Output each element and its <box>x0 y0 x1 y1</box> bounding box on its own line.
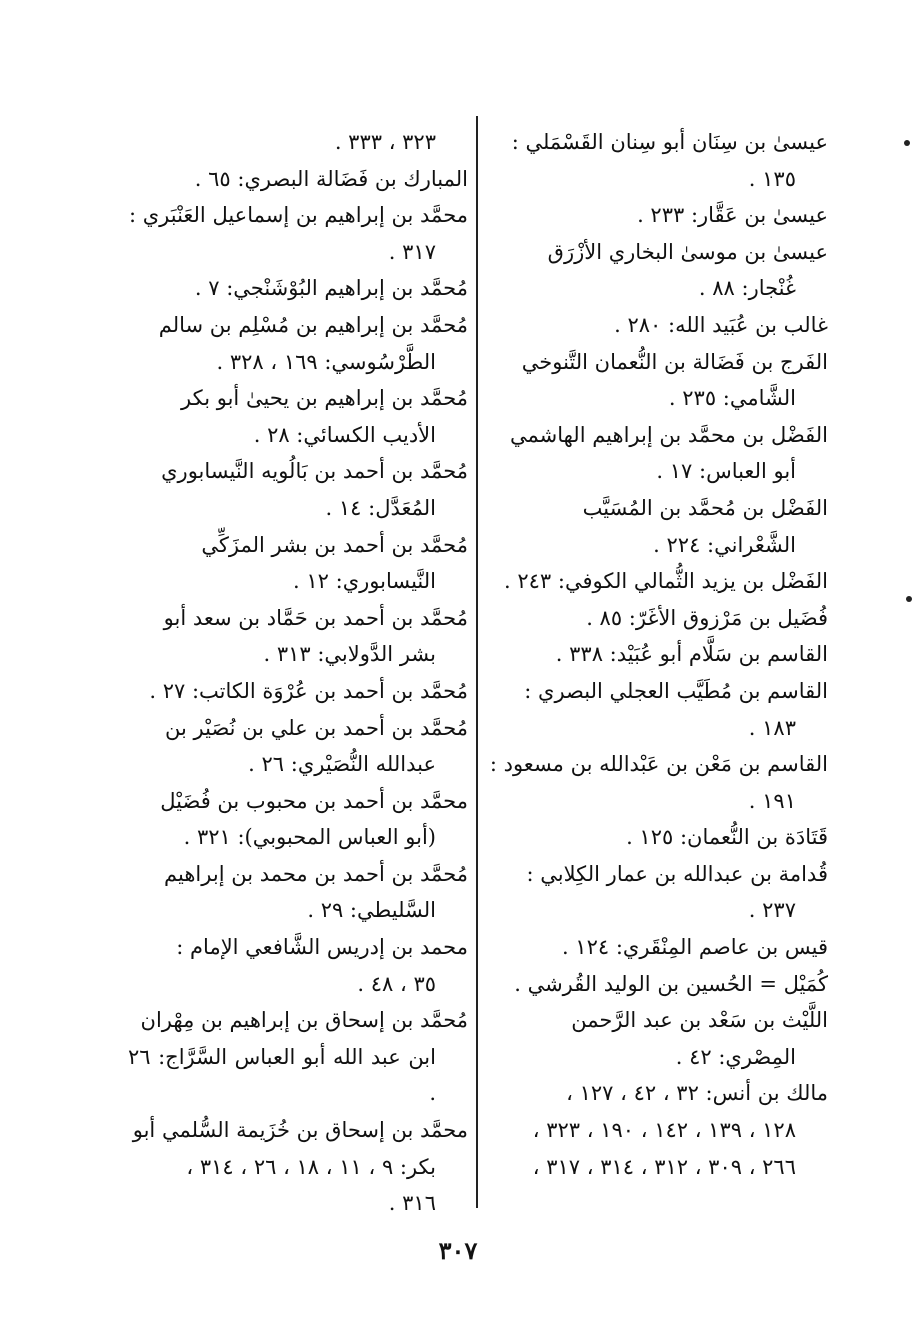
entry-heading: محمد بن إدريس الشَّافعي الإمام : <box>176 935 468 960</box>
index-entry <box>488 307 828 344</box>
entry-heading: قُدامة بن عبدالله بن عمار الكِلابي : <box>526 861 828 886</box>
entry-continuation: ١٢٨ ، ١٣٩ ، ١٤٢ ، ١٩٠ ، ٣٢٣ ، <box>532 1118 796 1143</box>
entry-continuation: عبدالله النُّصَيْري: ٢٦ . <box>248 752 436 777</box>
entry-heading: مُحمَّد بن إبراهيم بن يحيىٰ أبو بكر <box>181 386 468 411</box>
entry-heading: مُحمَّد بن إسحاق بن إبراهيم بن مِهْران <box>140 1008 468 1033</box>
index-entry <box>488 966 828 1003</box>
entry-continuation: الشَّعْراني: ٢٢٤ . <box>653 532 796 557</box>
index-entry <box>128 673 468 710</box>
index-entry <box>128 527 468 600</box>
entry-continuation: ٢٦٦ ، ٣٠٩ ، ٣١٢ ، ٣١٤ ، ٣١٧ ، <box>532 1154 796 1179</box>
index-entry <box>128 453 468 526</box>
entry-heading: محمَّد بن إسحاق بن خُزَيمة السُّلمي أبو <box>132 1118 468 1143</box>
entry-heading: المبارك بن فَضَالة البصري: ٦٥ . <box>194 166 468 191</box>
index-entry <box>488 234 828 307</box>
entry-continuation: (أبو العباس المحبوبي): ٣٢١ . <box>183 825 436 850</box>
index-entry <box>128 197 468 270</box>
entry-heading: مُحمَّد بن أحمد بن عُرْوَة الكاتب: ٢٧ . <box>149 678 468 703</box>
entry-continuation: غُنْجار: ٨٨ . <box>698 276 796 301</box>
entry-heading: مُحمَّد بن إبراهيم بن مُسْلِم بن سالم <box>158 312 468 337</box>
entry-heading: مُحمَّد بن أحمد بن محمد بن إبراهيم <box>164 861 468 886</box>
entry-continuation: ١٨٣ . <box>748 715 796 740</box>
entry-heading: كُمَيْل = الحُسين بن الوليد القُرشي . <box>514 971 828 996</box>
index-entry <box>488 344 828 417</box>
index-entry <box>488 563 828 600</box>
entry-heading: الفَضْل بن محمَّد بن إبراهيم الهاشمي <box>509 422 828 447</box>
index-entry <box>128 1112 468 1222</box>
entry-heading: قَتَادَة بن النُّعمان: ١٢٥ . <box>626 825 828 850</box>
edge-mark-middle <box>906 596 912 602</box>
entry-heading: قيس بن عاصم المِنْقَري: ١٢٤ . <box>561 935 828 960</box>
entry-continuation: ١٣٥ . <box>748 166 796 191</box>
index-entry <box>128 856 468 929</box>
index-entry <box>488 929 828 966</box>
index-entry <box>128 929 468 1002</box>
index-entry <box>128 124 468 161</box>
entry-continuation: المِصْري: ٤٢ . <box>675 1044 796 1069</box>
entry-heading: مُحمَّد بن أحمد بن بشر المزَكِّي <box>201 532 468 557</box>
entry-heading: فُضَيل بن مَرْزوق الأغَرّ: ٨٥ . <box>586 605 828 630</box>
entry-heading: عيسىٰ بن عَقَّار: ٢٣٣ . <box>637 203 828 228</box>
entry-heading: الفَضْل بن مُحمَّد بن المُسَيَّب <box>582 495 828 520</box>
entry-continuation: بشر الدَّولابي: ٣١٣ . <box>263 642 436 667</box>
index-entry <box>128 1002 468 1112</box>
index-entry <box>488 856 828 929</box>
index-entry <box>488 1002 828 1075</box>
index-entry <box>128 161 468 198</box>
entry-continuation: الأديب الكسائي: ٢٨ . <box>253 422 436 447</box>
entry-continuation: ٣١٦ . <box>388 1191 436 1216</box>
entry-continuation: ابن عبد الله أبو العباس السَّرَّاج: ٢٦ . <box>128 1044 436 1106</box>
right-column <box>488 124 828 1185</box>
index-entry <box>128 380 468 453</box>
entry-continuation: ٣٥ ، ٤٨ . <box>357 971 436 996</box>
left-column <box>128 124 468 1222</box>
entry-heading: مُحمَّد بن أحمد بن بَالُويه النَّيسابوري <box>161 459 468 484</box>
entry-continuation: أبو العباس: ١٧ . <box>656 459 796 484</box>
entry-heading: عيسىٰ بن موسىٰ البخاري الأزْرَق <box>547 239 828 264</box>
index-entry <box>488 490 828 563</box>
edge-mark-top <box>904 140 910 146</box>
index-entry <box>488 600 828 637</box>
entry-heading: مُحمَّد بن أحمد بن علي بن نُصَيْر بن <box>165 715 468 740</box>
entry-continuation: بكر: ٩ ، ١١ ، ١٨ ، ٢٦ ، ٣١٤ ، <box>186 1154 436 1179</box>
entry-heading: القاسم بن مَعْن بن عَبْدالله بن مسعود : <box>489 752 828 777</box>
page-number: ٣٠٧ <box>438 1236 478 1265</box>
entry-continuation: ١٩١ . <box>748 788 796 813</box>
entry-heading: ٣٢٣ ، ٣٣٣ . <box>334 130 436 154</box>
entry-heading: مالك بن أنس: ٣٢ ، ٤٢ ، ١٢٧ ، <box>566 1081 828 1106</box>
index-entry <box>488 197 828 234</box>
entry-heading: القاسم بن سَلَّام أبو عُبَيْد: ٣٣٨ . <box>555 642 828 667</box>
entry-continuation: السَّليطي: ٢٩ . <box>307 898 436 923</box>
entry-heading: مُحمَّد بن إبراهيم البُوْشَنْجي: ٧ . <box>194 276 468 301</box>
entry-continuation: ٣١٧ . <box>388 239 436 264</box>
entry-heading: الفَرج بن فَضَالة بن النُّعمان التَّنوخي <box>521 349 828 374</box>
entry-heading: الفَضْل بن يزيد الثُّمالي الكوفي: ٢٤٣ . <box>504 569 828 594</box>
entry-heading: اللَّيْث بن سَعْد بن عبد الرَّحمن <box>571 1008 828 1033</box>
entry-continuation: الشَّامي: ٢٣٥ . <box>668 386 796 411</box>
index-entry <box>128 710 468 783</box>
column-divider <box>476 116 478 1208</box>
index-entry <box>488 124 828 197</box>
index-entry <box>128 307 468 380</box>
index-entry <box>128 783 468 856</box>
entry-heading: مُحمَّد بن أحمد بن حَمَّاد بن سعد أبو <box>163 605 468 630</box>
index-entry <box>488 636 828 673</box>
entry-heading: غالب بن عُبَيد الله: ٢٨٠ . <box>614 312 828 337</box>
index-entry <box>128 270 468 307</box>
entry-continuation: المُعَدَّل: ١٤ . <box>325 495 436 520</box>
entry-heading: عيسىٰ بن سِنَان أبو سِنان القَسْمَلي : <box>511 130 828 154</box>
entry-continuation: ٢٣٧ . <box>748 898 796 923</box>
entry-continuation: الطَّرْسُوسي: ١٦٩ ، ٣٢٨ . <box>216 349 436 374</box>
index-entry <box>128 600 468 673</box>
entry-heading: محمَّد بن إبراهيم بن إسماعيل العَنْبَري : <box>128 203 468 228</box>
index-entry <box>488 1075 828 1185</box>
index-entry <box>488 417 828 490</box>
index-entry <box>488 819 828 856</box>
entry-continuation: النَّيسابوري: ١٢ . <box>293 569 436 594</box>
index-entry <box>488 673 828 746</box>
entry-heading: القاسم بن مُطَيَّب العجلي البصري : <box>524 678 828 703</box>
entry-heading: محمَّد بن أحمد بن محبوب بن فُضَيْل <box>160 788 468 813</box>
index-entry <box>488 746 828 819</box>
